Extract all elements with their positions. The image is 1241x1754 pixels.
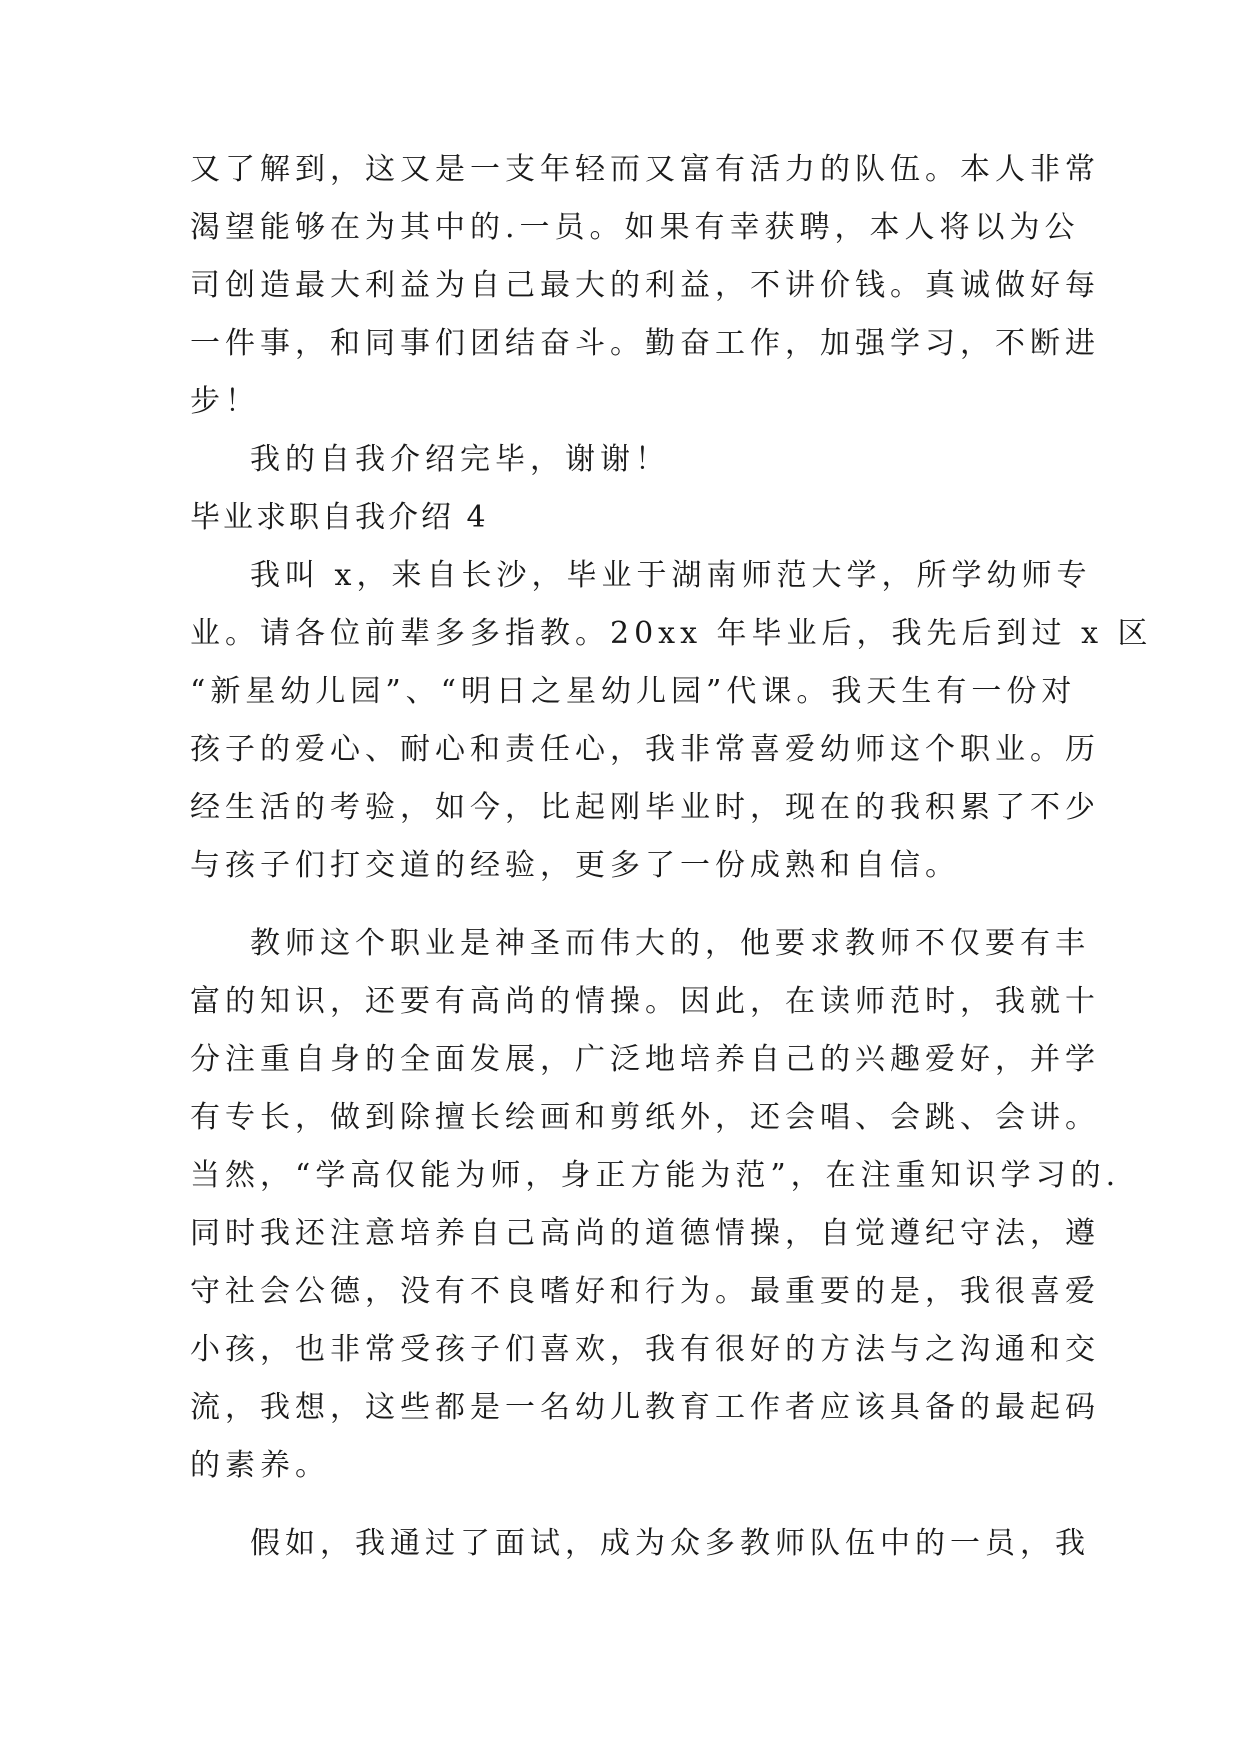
paragraph-line: 教师这个职业是神圣而伟大的，他要求教师不仅要有丰 — [250, 926, 1090, 961]
paragraph-line: “新星幼儿园”、“明日之星幼儿园”代课。我天生有一份对 — [190, 674, 1077, 709]
paragraph-line: 与孩子们打交道的经验，更多了一份成熟和自信。 — [190, 848, 960, 883]
paragraph-line: 流，我想，这些都是一名幼儿教育工作者应该具备的最起码 — [190, 1390, 1100, 1425]
paragraph-line: 有专长，做到除擅长绘画和剪纸外，还会唱、会跳、会讲。 — [190, 1100, 1100, 1135]
paragraph-line: 又了解到，这又是一支年轻而又富有活力的队伍。本人非常 — [190, 152, 1100, 187]
paragraph-line: 孩子的爱心、耐心和责任心，我非常喜爱幼师这个职业。历 — [190, 732, 1100, 767]
paragraph-line: 经生活的考验，如今，比起刚毕业时，现在的我积累了不少 — [190, 790, 1100, 825]
paragraph-line: 同时我还注意培养自己高尚的道德情操，自觉遵纪守法，遵 — [190, 1216, 1100, 1251]
paragraph-line: 步！ — [190, 384, 260, 419]
paragraph-line: 的素养。 — [190, 1448, 330, 1483]
paragraph-line: 分注重自身的全面发展，广泛地培养自己的兴趣爱好，并学 — [190, 1042, 1100, 1077]
paragraph-line: 我叫 x，来自长沙，毕业于湖南师范大学，所学幼师专 — [250, 558, 1092, 593]
paragraph-line: 渴望能够在为其中的.一员。如果有幸获聘，本人将以为公 — [190, 210, 1080, 245]
closing-line: 我的自我介绍完毕，谢谢！ — [250, 442, 670, 477]
paragraph-line: 业。请各位前辈多多指教。20xx 年毕业后，我先后到过 x 区 — [190, 616, 1153, 651]
paragraph-line: 富的知识，还要有高尚的情操。因此，在读师范时，我就十 — [190, 984, 1100, 1019]
paragraph-line: 一件事，和同事们团结奋斗。勤奋工作，加强学习，不断进 — [190, 326, 1100, 361]
paragraph-line: 当然，“学高仅能为师，身正方能为范”，在注重知识学习的. — [190, 1158, 1121, 1193]
paragraph-line: 小孩，也非常受孩子们喜欢，我有很好的方法与之沟通和交 — [190, 1332, 1100, 1367]
paragraph-line: 守社会公德，没有不良嗜好和行为。最重要的是，我很喜爱 — [190, 1274, 1100, 1309]
paragraph-line: 假如，我通过了面试，成为众多教师队伍中的一员，我 — [250, 1526, 1090, 1561]
paragraph-line: 司创造最大利益为自己最大的利益，不讲价钱。真诚做好每 — [190, 268, 1100, 303]
section-title: 毕业求职自我介绍 4 — [190, 500, 489, 535]
